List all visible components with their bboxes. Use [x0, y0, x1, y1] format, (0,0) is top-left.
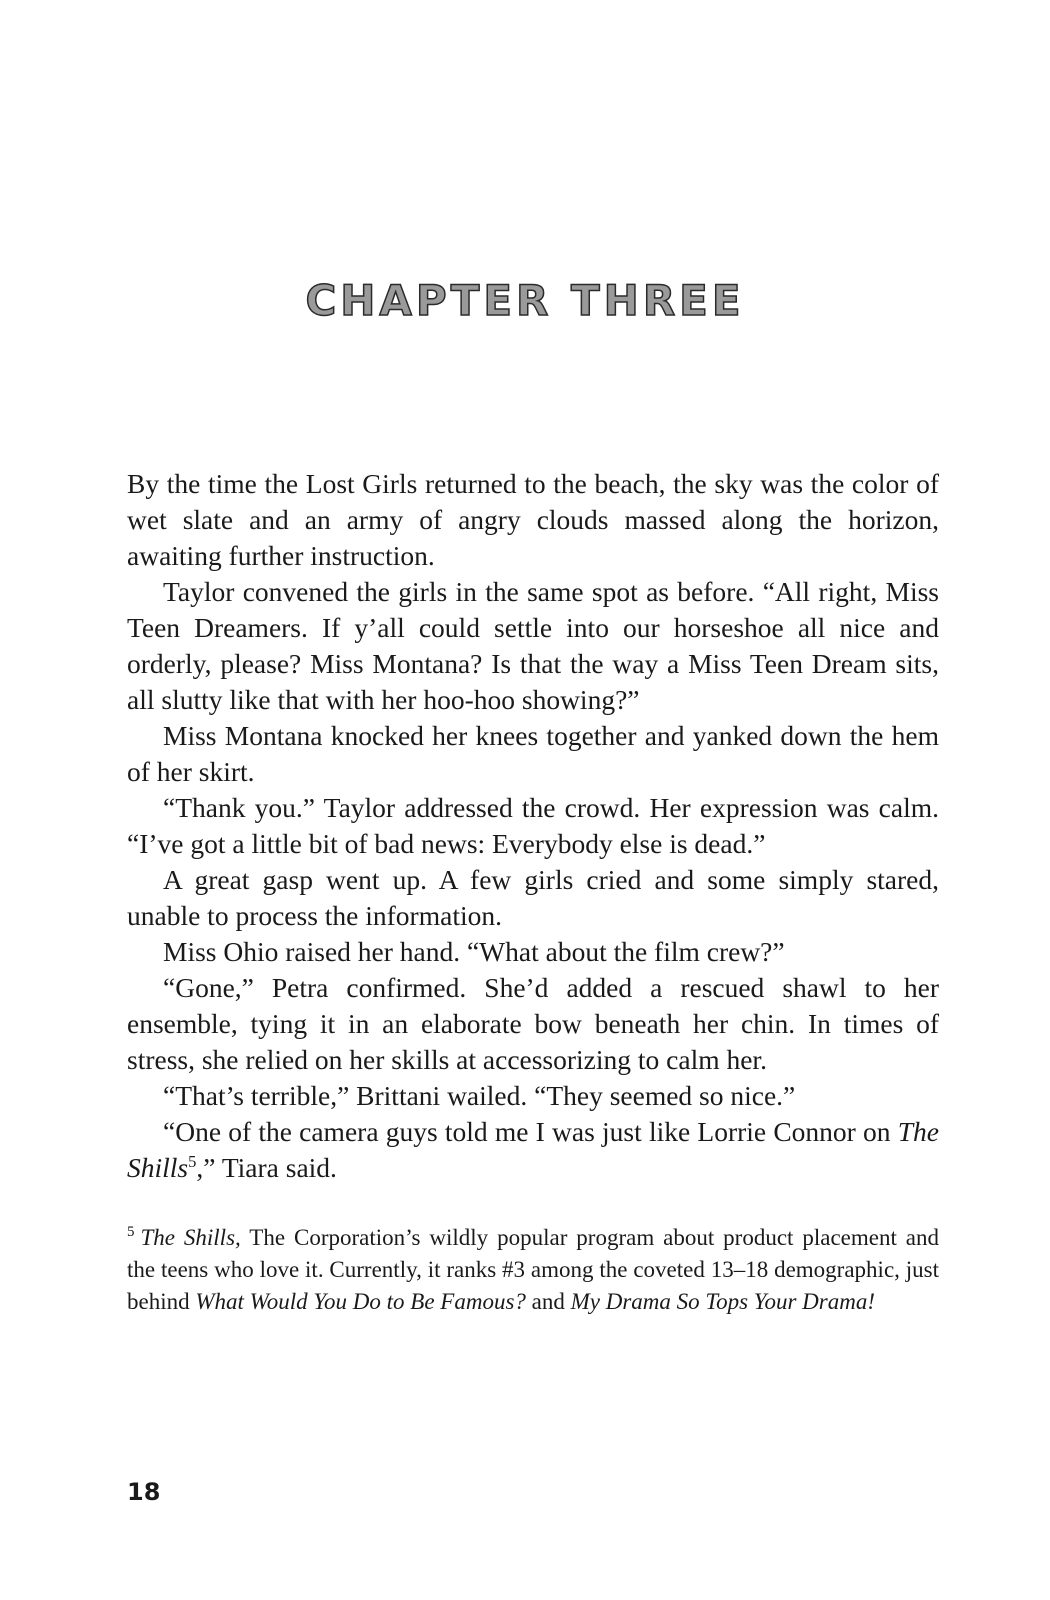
footnote-number: 5: [127, 1224, 135, 1241]
paragraph: “Gone,” Petra confirmed. She’d added a rescued shawl to her ensemble, tying it in an elaborate bow beneath her chin. In times of stress, she relied on her skills at accessorizing to calm her.: [127, 972, 939, 1075]
footnote: [127, 1222, 939, 1318]
footnote-title: What Would You Do to Be Famous?: [195, 1289, 526, 1314]
paragraph: “Thank you.” Taylor addressed the crowd. Her expression was calm. “I’ve got a little bit of bad news: Everybody else is dead.”: [127, 792, 939, 859]
footnote-title: The Shills,: [140, 1225, 241, 1250]
page-number: 18: [127, 1478, 161, 1506]
paragraph-last: [127, 1114, 939, 1186]
footnote-title: My Drama So Tops Your Drama!: [570, 1289, 876, 1314]
footnote-text: The Corporation’s wildly popular program about product placement and the teens who love it. Currently, it ranks #3 among the coveted 13–18 demographic, just behind: [127, 1225, 940, 1314]
paragraph: Miss Ohio raised her hand. “What about the film crew?”: [163, 936, 785, 967]
chapter-title: CHAPTER THREE: [305, 276, 745, 325]
paragraph: By the time the Lost Girls returned to the beach, the sky was the color of wet slate and an army of angry clouds massed along the horizon, awaiting further instruction.: [127, 468, 939, 571]
paragraph-text: “One of the camera guys told me I was just like Lorrie Connor on: [163, 1116, 898, 1147]
paragraph: “That’s terrible,” Brittani wailed. “They seemed so nice.”: [163, 1080, 796, 1111]
footnote-text: and: [525, 1289, 571, 1314]
show-title: The Shills: [127, 1116, 939, 1183]
footnote-marker: 5: [188, 1151, 197, 1171]
paragraph: Miss Montana knocked her knees together and yanked down the hem of her skirt.: [127, 720, 939, 787]
paragraph: Taylor convened the girls in the same spot as before. “All right, Miss Teen Dreamers. If y’all could settle into our horseshoe all nice and orderly, please? Miss Montana? Is that the way a Miss Teen Dream sits, all slutty like that with her hoo-hoo showing?”: [127, 576, 939, 715]
paragraph-text: ,” Tiara said.: [196, 1152, 337, 1183]
paragraph: A great gasp went up. A few girls cried and some simply stared, unable to process the information.: [127, 864, 939, 931]
body-text: [127, 466, 939, 1186]
